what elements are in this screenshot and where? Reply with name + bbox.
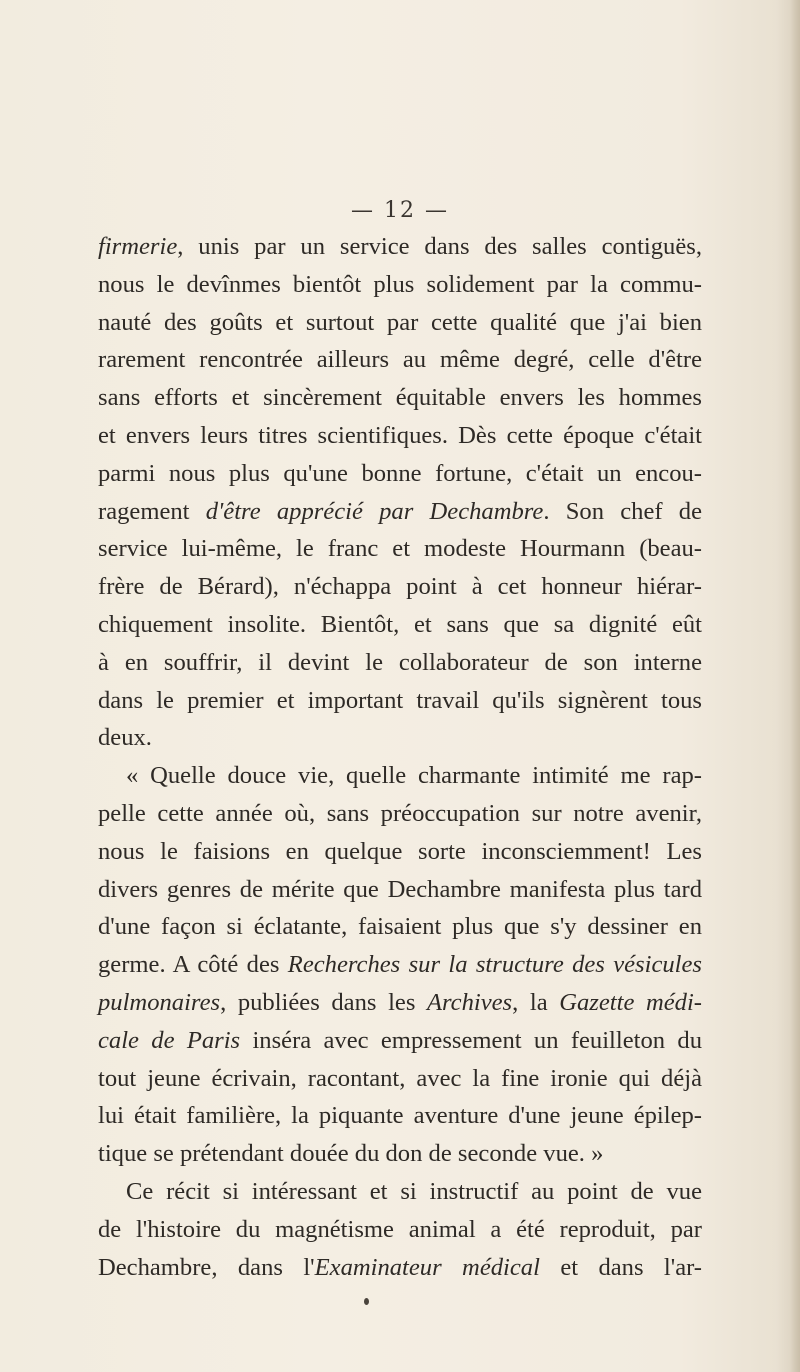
text-line: germe. A côté des Recherches sur la structure des vésicules — [98, 951, 702, 979]
text-line: tique se prétendant douée du don de seconde vue. » — [98, 1140, 604, 1168]
text-line: pulmonaires, publiées dans les Archives, la Gazette médi- — [98, 988, 702, 1016]
text-line: pelle cette année où, sans préoccupation sur notre avenir, — [98, 799, 702, 827]
text-line: nous le faisions en quelque sorte inconsciemment! Les — [98, 837, 702, 865]
text-line: frère de Bérard), n'échappa point à cet honneur hiérar- — [98, 573, 702, 601]
text-line: cale de Paris inséra avec empressement un feuilleton du — [98, 1026, 702, 1054]
text-line: firmerie, unis par un service dans des salles contiguës, — [98, 233, 702, 260]
text-line: nauté des goûts et surtout par cette qualité que j'ai bien — [98, 308, 702, 336]
body-text — [98, 228, 702, 1286]
text-line: de l'histoire du magnétisme animal a été reproduit, par — [98, 1215, 702, 1243]
text-line: parmi nous plus qu'une bonne fortune, c'était un encou- — [98, 459, 702, 487]
text-line: sans efforts et sincèrement équitable envers les hommes — [98, 384, 702, 412]
text-line: Ce récit si intéressant et si instructif au point de vue — [126, 1177, 702, 1205]
text-line: tout jeune écrivain, racontant, avec la fine ironie qui déjà — [98, 1064, 702, 1092]
text-line: d'une façon si éclatante, faisaient plus que s'y dessiner en — [98, 913, 702, 941]
page-number: — 12 — — [351, 198, 449, 223]
text-line: service lui-même, le franc et modeste Hourmann (beau- — [98, 535, 702, 563]
text-line: « Quelle douce vie, quelle charmante intimité me rap- — [126, 762, 702, 790]
text-line: rarement rencontrée ailleurs au même degré, celle d'être — [98, 346, 702, 374]
text-line: chiquement insolite. Bientôt, et sans que sa dignité eût — [98, 610, 702, 638]
text-line: lui était familière, la piquante aventure d'une jeune épilep- — [98, 1102, 702, 1130]
text-line: divers genres de mérite que Dechambre manifesta plus tard — [98, 875, 702, 903]
text-line: deux. — [98, 724, 152, 752]
text-line: à en souffrir, il devint le collaborateur de son interne — [98, 648, 702, 676]
text-line: dans le premier et important travail qu'ils signèrent tous — [98, 686, 702, 714]
text-line: nous le devînmes bientôt plus solidement par la commu- — [98, 270, 702, 298]
ink-spot — [364, 1298, 369, 1305]
text-line: et envers leurs titres scientifiques. Dès cette époque c'était — [98, 421, 702, 449]
text-line: Dechambre, dans l'Examinateur médical et dans l'ar- — [98, 1253, 702, 1281]
text-line: ragement d'être apprécié par Dechambre. Son chef de — [98, 497, 702, 525]
